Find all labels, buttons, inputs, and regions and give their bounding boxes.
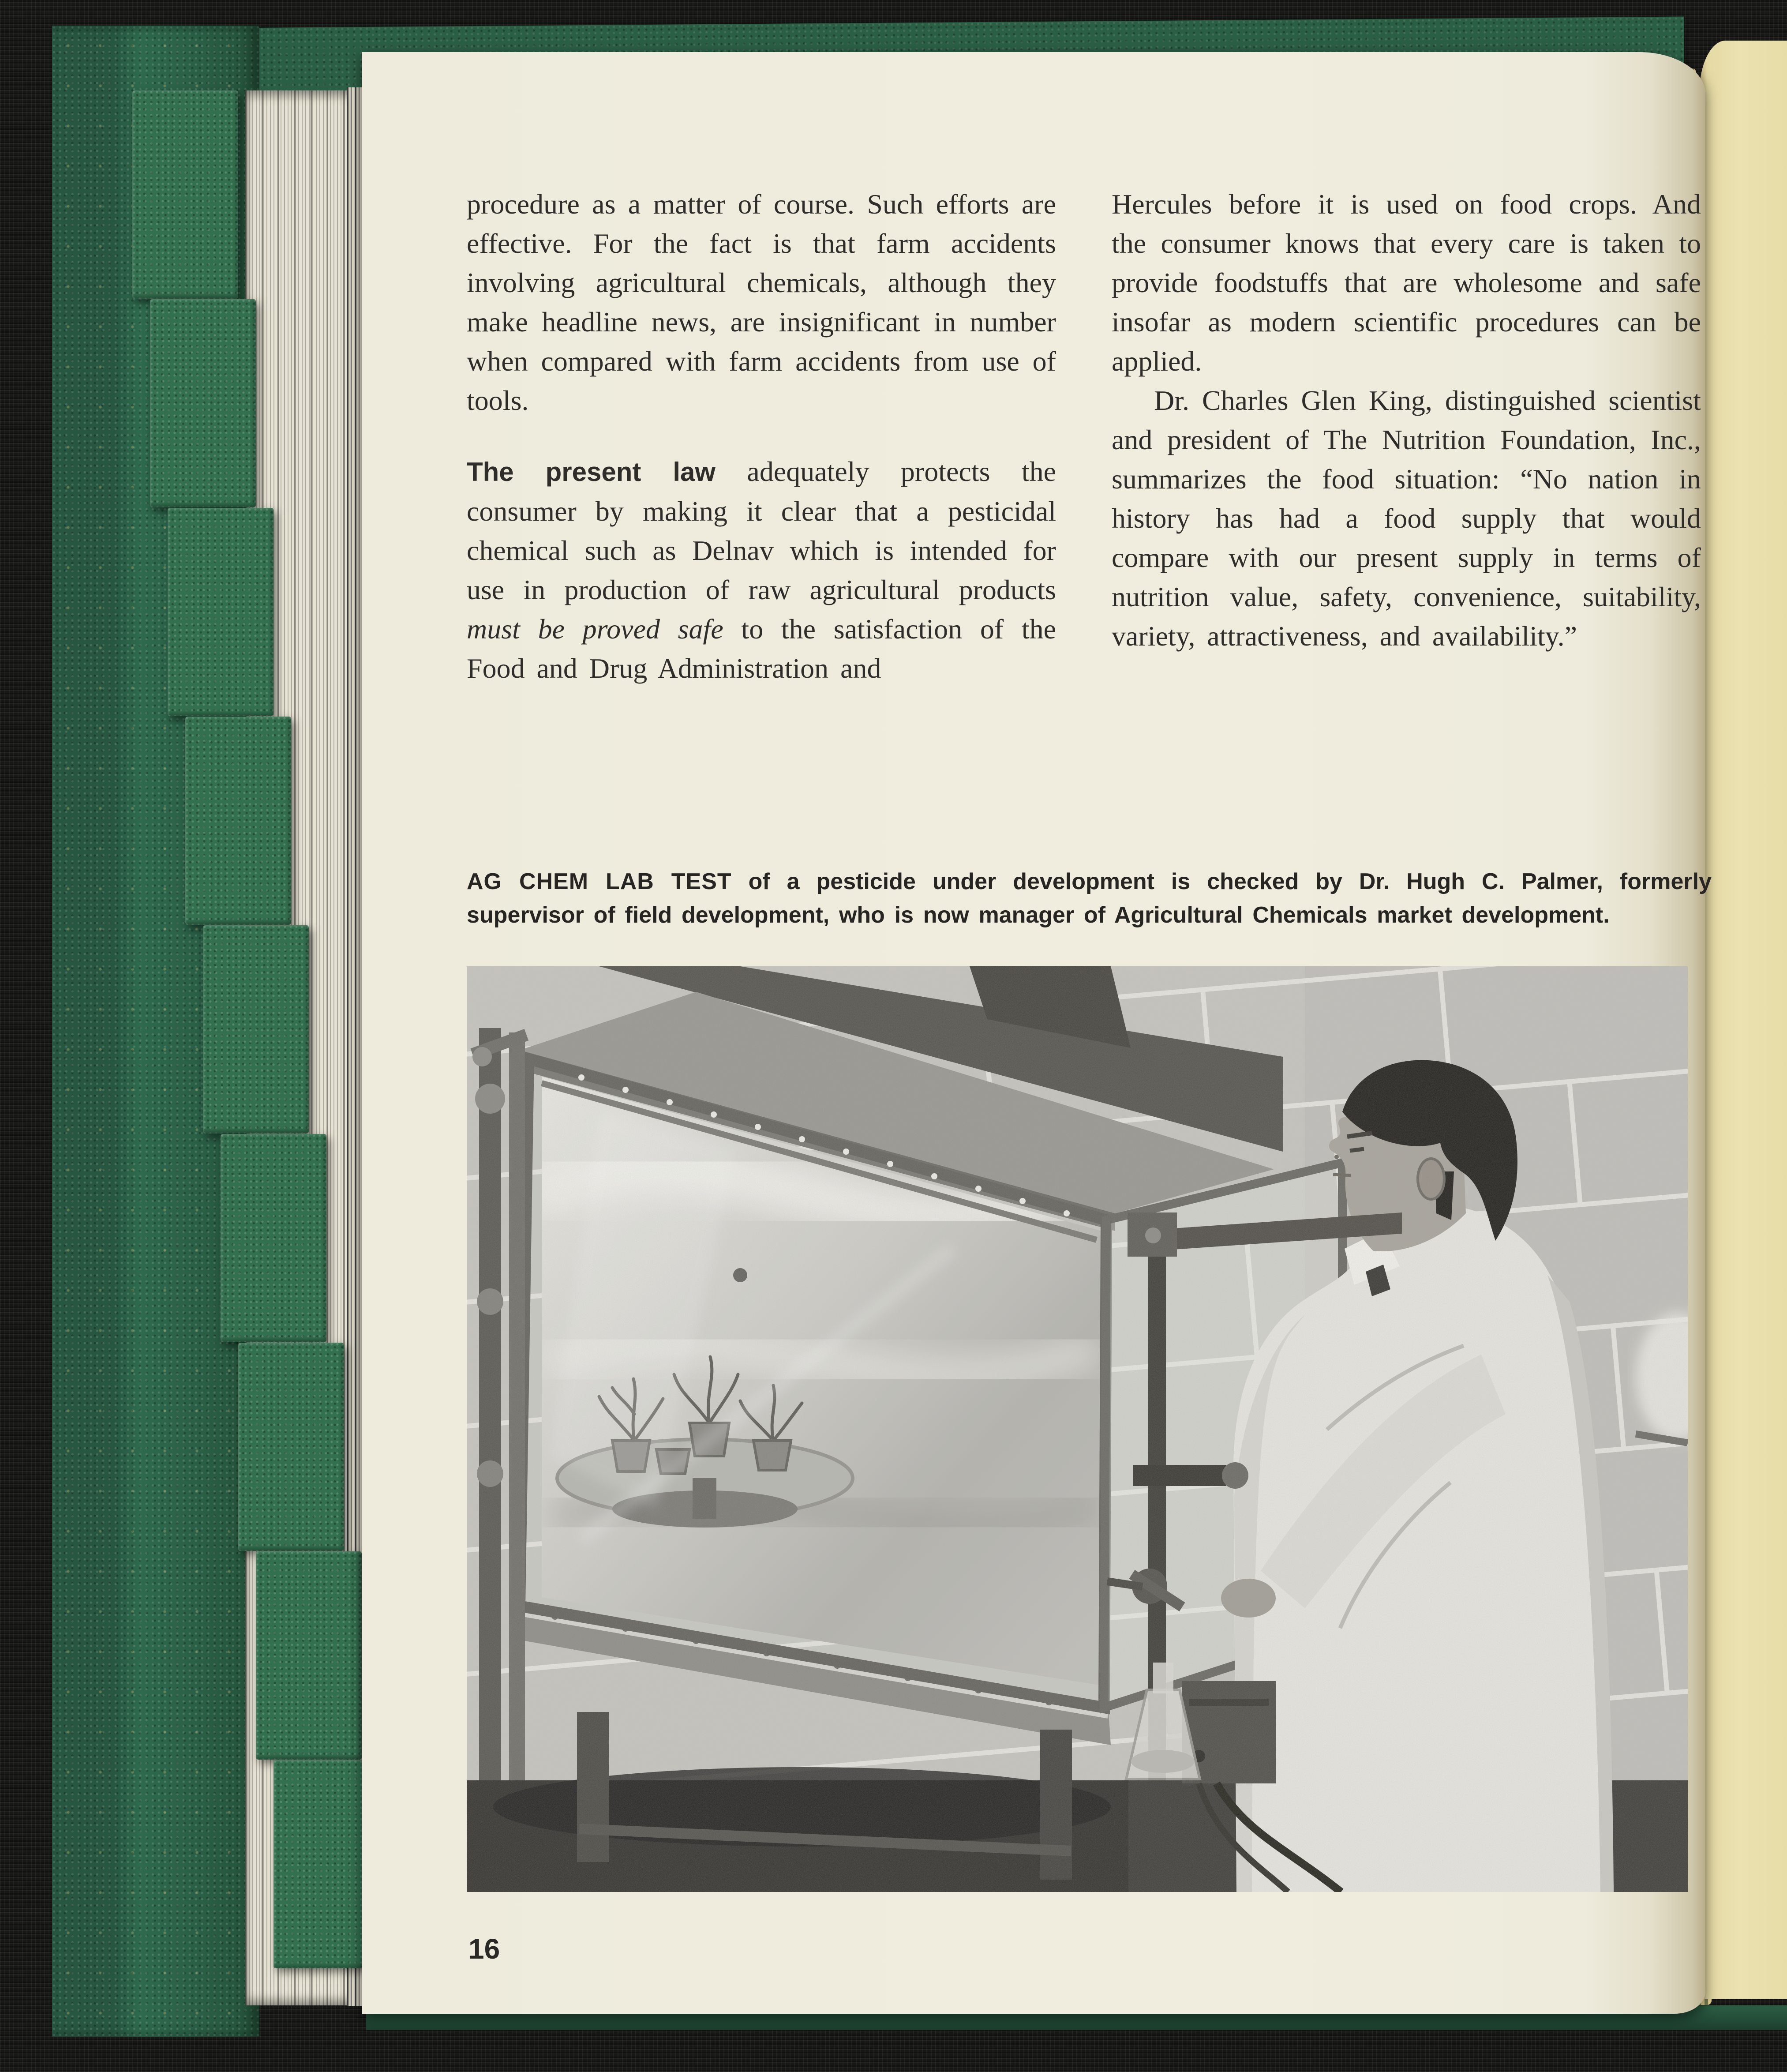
paragraph-text: to the satisfaction of the Food and Drug Administration and — [467, 613, 1056, 684]
facing-page-edge — [1699, 41, 1787, 1999]
index-tab — [132, 90, 238, 299]
caption-lead-bold: AG CHEM LAB TEST — [467, 869, 732, 894]
body-paragraph: Dr. Charles Glen King, distinguished scientist and president of The Nutrition Foundation, Inc., summarizes the food situation: “No nation in history has had a food supply that would compare with our present supply in terms of nutrition value, safety, convenience, suitability, variety, attractiveness, and availability.” — [1112, 385, 1701, 652]
body-paragraph — [467, 452, 1056, 688]
page-number: 16 — [468, 1933, 500, 1965]
index-tab — [203, 925, 309, 1134]
index-tab — [256, 1551, 362, 1760]
paragraph-italic: must be proved safe — [467, 613, 723, 645]
paragraph-text: adequately protects the consumer by making it clear that a pesticidal chemical such as Delnav which is intended for use in production of raw agricultural products — [467, 456, 1056, 605]
text-column-right — [1112, 184, 1701, 656]
paragraph-lead-bold: The present law — [467, 457, 716, 487]
index-tab — [168, 508, 273, 716]
index-tab — [185, 717, 291, 925]
index-tab — [221, 1134, 326, 1342]
body-paragraph: procedure as a matter of course. Such efforts are effective. For the fact is that farm accidents involving agricultural chemicals, although they make headline news, are insignificant in number when compared with farm accidents from use of tools. — [467, 188, 1056, 416]
photo-caption — [467, 865, 1712, 932]
index-tab — [150, 299, 256, 507]
book-page — [362, 52, 1712, 2014]
lab-photo — [467, 966, 1688, 1892]
body-paragraph: Hercules before it is used on food crops. And the consumer knows that every care is taken to provide foodstuffs that are wholesome and safe insofar as modern scientific procedures can be applied. — [1112, 188, 1701, 377]
caption-text: of a pesticide under development is checked by Dr. Hugh C. Palmer, formerly supervisor of field development, who is now manager of Agricultural Chemicals market development. — [467, 869, 1712, 928]
text-column-left — [467, 184, 1056, 688]
film-grain-overlay — [467, 966, 1688, 1892]
index-tab — [238, 1343, 344, 1551]
